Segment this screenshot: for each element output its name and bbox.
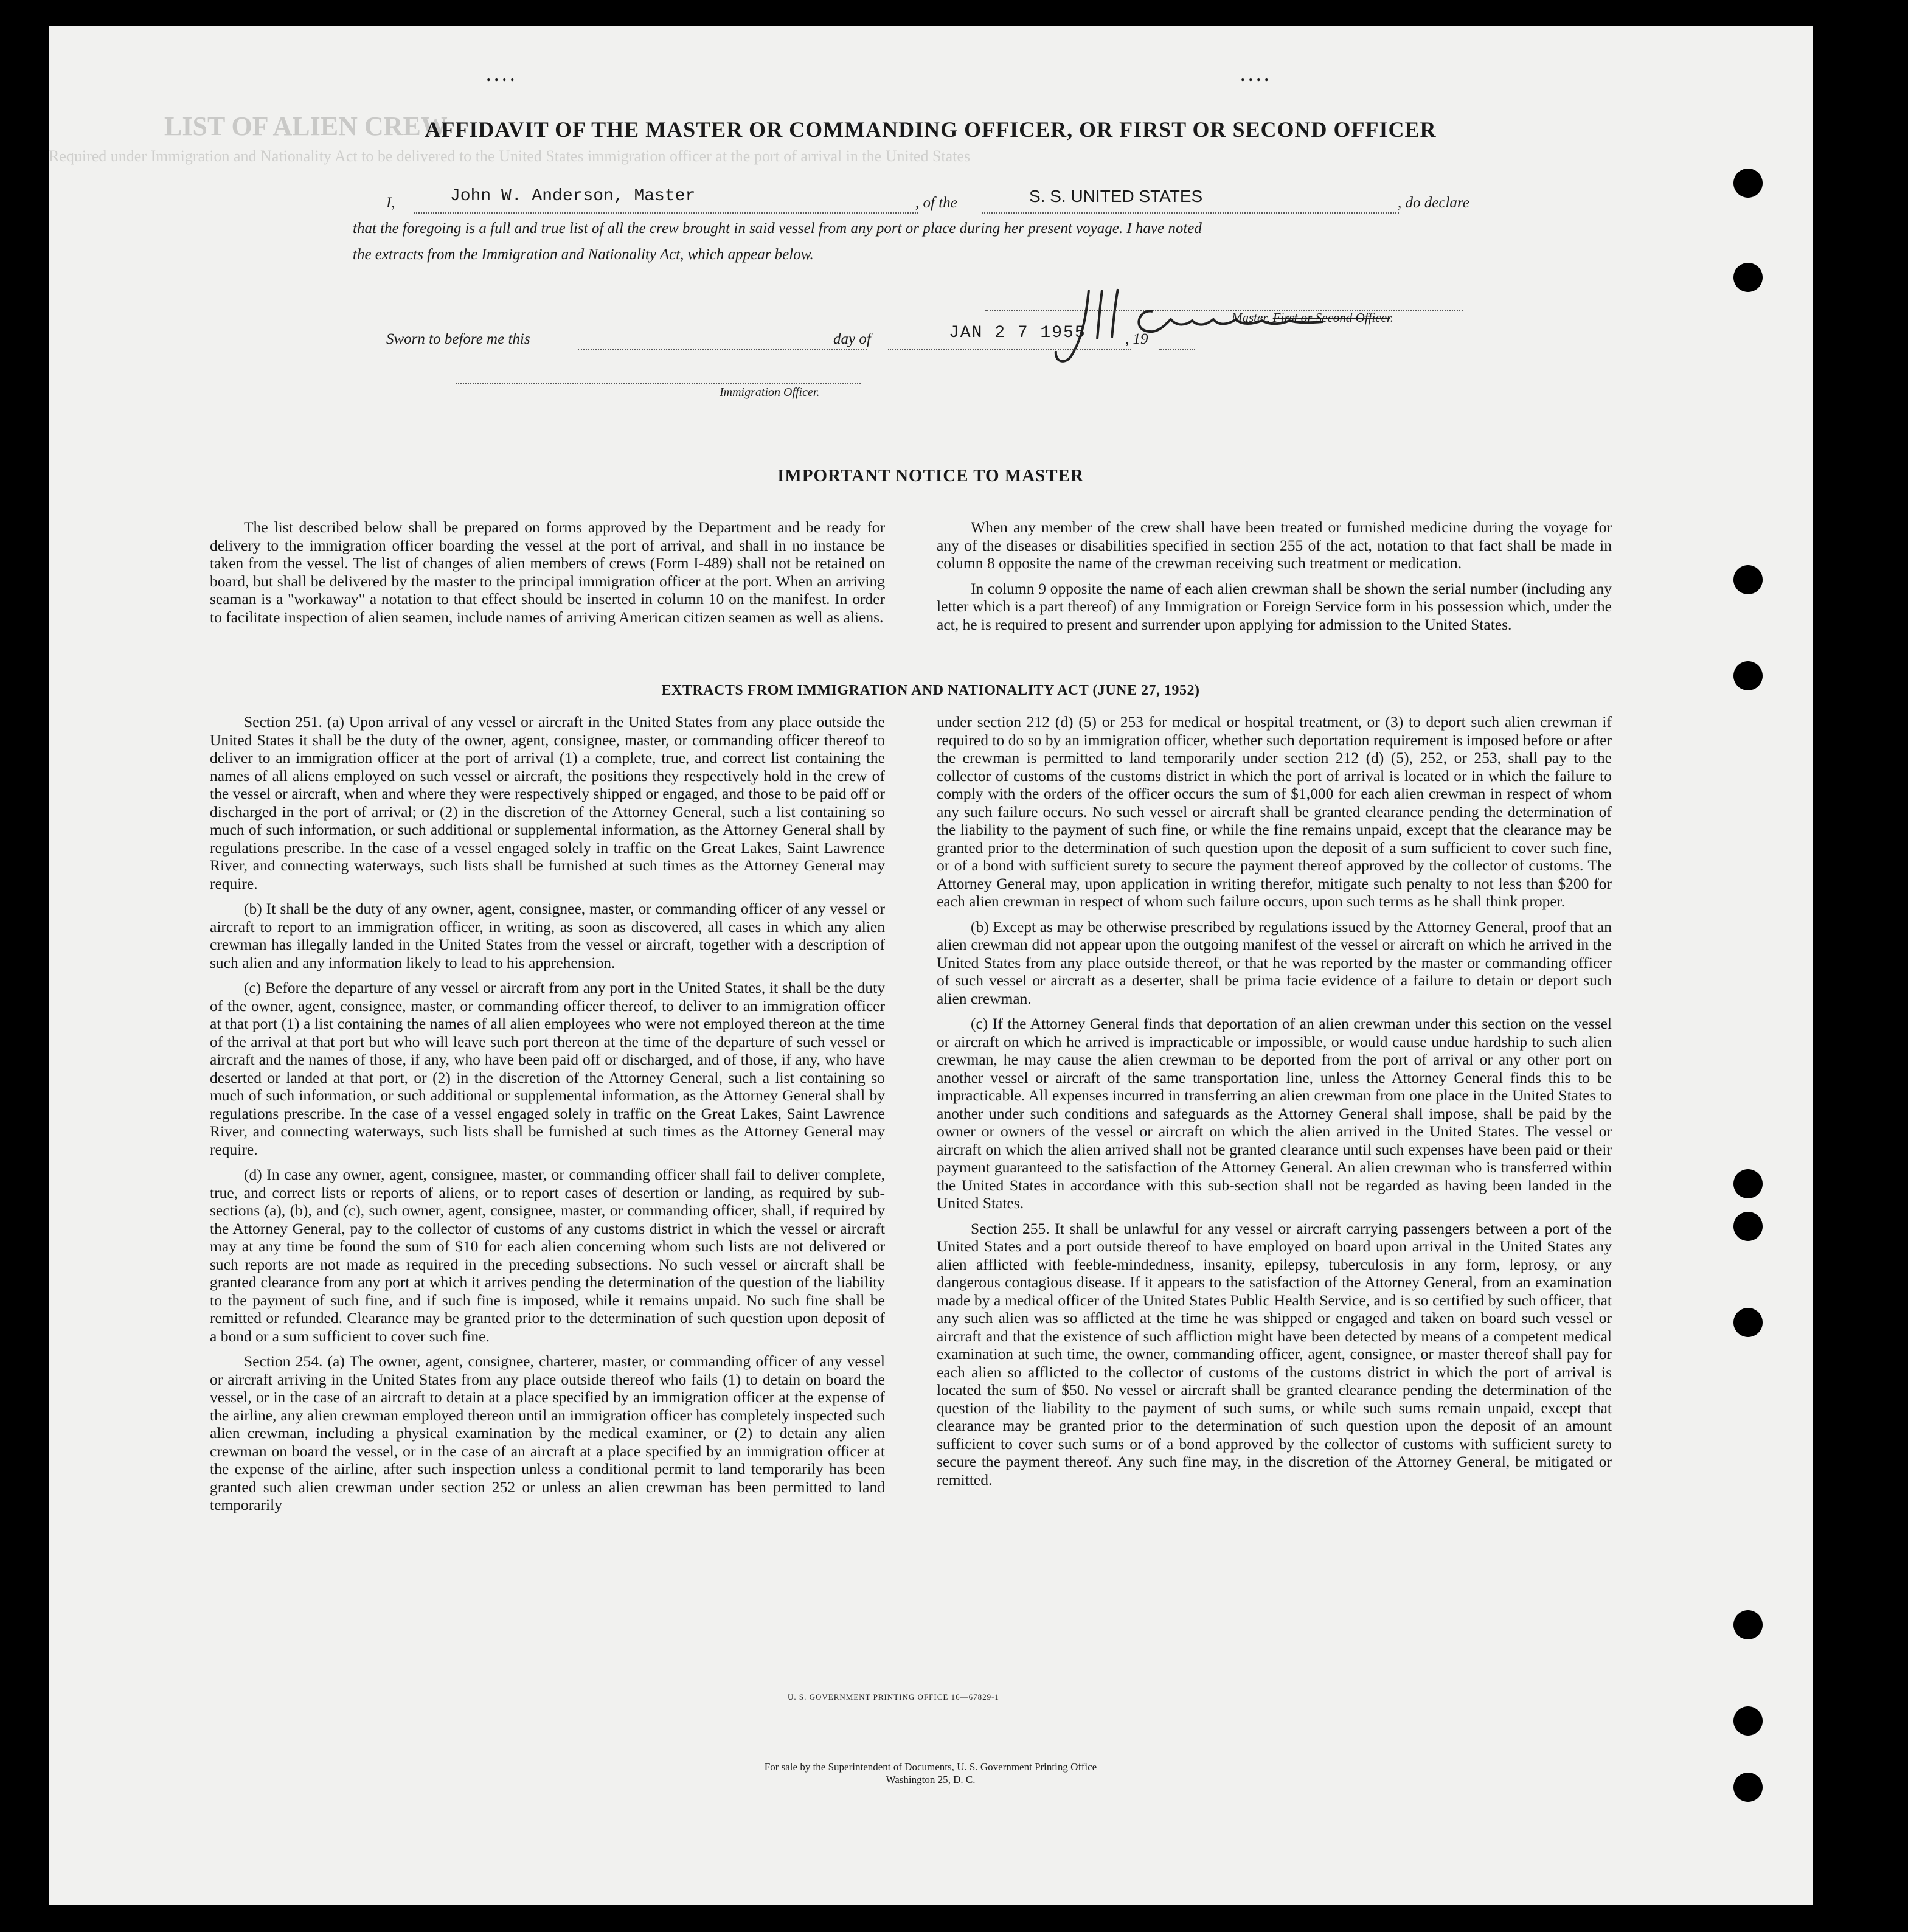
bleed-through-subtitle: Required under Immigration and Nationality Act to be delivered to the United States immigration officer at the port of arrival in the United States — [49, 147, 971, 165]
signature-caption-struck: First or Second Officer — [1272, 310, 1390, 325]
section-254-c: (c) If the Attorney General finds that deportation of an alien crewman under this section on the vessel or aircraft on which he arrived is impracticable or impossible, or would cause undue hardship to such alien crewman, he may cause the alien crewman to be deported from the port of arrival or any other port on another vessel or aircraft of the same transportation line, unless the Attorney General finds this to be impracticable. All expenses incurred in transferring an alien crewman from one place in the United States to another under such conditions and safeguards as the Attorney General shall impose, shall be paid by the owner or owners of the vessel or aircraft on which the alien arrived in the United States. The vessel or aircraft on which the alien arrived shall not be granted clearance until such expenses have been paid or their payment guaranteed to the satisfaction of the Attorney General. An alien crewman who is transferred within the United States in accordance with this sub-section shall not be regarded as having been landed in the United States. — [937, 1015, 1612, 1212]
punch-hole — [1733, 1773, 1763, 1802]
of-the-label: , of the — [915, 195, 957, 211]
officer-signature-line — [456, 381, 861, 384]
section-254-b: (b) Except as may be otherwise prescribed by regulations issued by the Attorney General, proof that an alien crewman did not appear upon the outgoing manifest of the vessel or aircraft on which he arrived in the United States from any place outside thereof, or that he was reported by the master or commanding officer of such vessel or aircraft as a deserter, shall be prima facie evidence of a failure to detain or deport such alien crewman. — [937, 917, 1612, 1007]
top-mark-left: . . . . — [487, 67, 515, 85]
punch-hole — [1733, 169, 1763, 198]
punch-hole — [1733, 263, 1763, 292]
extracts-right-column — [937, 713, 1612, 1496]
section-254-a: Section 254. (a) The owner, agent, consignee, charterer, master, or commanding officer of any vessel or aircraft arriving in the United States from any place outside thereof who fails (1) to detain on board the vessel, or in the case of an aircraft to detain at a place specified by an immigration officer at the expense of the airline, any alien crewman employed thereon until an immigration officer has completely inspected such alien crewman, including a physical examination by the medical examiner, or (2) to detain any alien crewman on board the vessel, or in the case of an aircraft at a place specified by an immigration officer at the expense of the airline, after such inspection unless a conditional permit to land temporarily has been granted such alien crewman under section 252 or unless an alien crewman has been permitted to land temporarily — [210, 1352, 885, 1513]
do-declare-label: , do declare — [1398, 195, 1469, 211]
section-254-a-continued: under section 212 (d) (5) or 253 for medical or hospital treatment, or (3) to deport such alien crewman if required to do so by an immigration officer, whether such deportation requirement is imposed before or after the crewman is permitted to land temporarily under section 212 (d) (5), 252, or 253, shall pay to the collector of customs of the customs district in which the port of arrival is located or in which the failure to comply with the orders of the officer occurs the sum of $1,000 for each alien crewman in respect of whom any such failure occurs. No such vessel or aircraft shall be granted clearance pending the determination of the liability to the payment of such fine, or while the fine remains unpaid, except that the clearance may be granted prior to the determination of such question upon the deposit of a sum sufficient to cover such fine, or of a bond with sufficient surety to secure the payment thereof approved by the collector of customs. The Attorney General may, upon application in writing therefor, mitigate such penalty to not less than $200 for each alien crewman in respect of whom such failure occurs, upon such terms as he shall think proper. — [937, 713, 1612, 910]
sworn-label: Sworn to before me this — [386, 331, 530, 347]
punch-hole — [1733, 1706, 1763, 1736]
extracts-heading: EXTRACTS FROM IMMIGRATION AND NATIONALITY ACT (JUNE 27, 1952) — [661, 683, 1200, 698]
sale-notice-line-2: Washington 25, D. C. — [886, 1774, 976, 1785]
date-line — [888, 348, 1131, 350]
notice-heading: IMPORTANT NOTICE TO MASTER — [777, 466, 1084, 485]
sale-notice — [657, 1760, 1204, 1786]
affidavit-i-label: I, — [386, 195, 395, 211]
section-251-a: Section 251. (a) Upon arrival of any vessel or aircraft in the United States from any place outside the United States it shall be the duty of the owner, agent, consignee, master, or commanding officer thereof to deliver to an immigration officer at the port of arrival (1) a complete, true, and correct list containing the names of all aliens employed on such vessel or aircraft, the positions they respectively hold in the crew of the vessel or aircraft, when and where they were respectively shipped or engaged, and those to be paid off or discharged in the port of arrival; or (2) in the discretion of the Attorney General, such a list containing so much of such information, or such additional or supplemental information, as the Attorney General shall by regulations prescribe. In the case of a vessel engaged solely in traffic on the Great Lakes, Saint Lawrence River, and connecting waterways, such lists shall be furnished at such times as the Attorney General may require. — [210, 713, 885, 892]
printer-code: U. S. GOVERNMENT PRINTING OFFICE 16—67829-1 — [788, 1692, 999, 1701]
affidavit-title: AFFIDAVIT OF THE MASTER OR COMMANDING OFFICER, OR FIRST OR SECOND OFFICER — [425, 117, 1437, 142]
sale-notice-line-1: For sale by the Superintendent of Documents, U. S. Government Printing Office — [764, 1761, 1097, 1773]
day-of-label: day of — [833, 331, 871, 347]
sworn-day-line — [578, 348, 867, 350]
notice-right-paragraph-1: When any member of the crew shall have been treated or furnished medicine during the voyage for any of the diseases or disabilities specified in section 255 of the act, notation to that fact shall be made in column 8 opposite the name of the crewman receiving such treatment or medication. — [937, 518, 1612, 572]
vessel-field[interactable]: S. S. UNITED STATES — [1029, 187, 1203, 206]
extracts-left-column — [210, 713, 885, 1521]
year-line — [1159, 348, 1195, 350]
punch-hole — [1733, 661, 1763, 690]
punch-hole — [1733, 1212, 1763, 1241]
officer-caption: Immigration Officer. — [720, 386, 820, 399]
notice-right-paragraph-2: In column 9 opposite the name of each alien crewman shall be shown the serial number (including any letter which is a part thereof) of any Immigration or Foreign Service form in his possession which, under the act, he is required to present and surrender upon applying for admission to the United States. — [937, 579, 1612, 633]
section-255: Section 255. It shall be unlawful for any vessel or aircraft carrying passengers between a port of the United States and a port outside thereof to have employed on board upon arrival in the United States any alien afflicted with feeble-mindedness, insanity, epilepsy, tuberculosis in any form, leprosy, or any dangerous contagious disease. If it appears to the satisfaction of the Attorney General, from an examination made by a medical officer of the United States Public Health Service, and is so certified by such officer, that any such alien was so afflicted at the time he was shipped or engaged and taken on board such vessel or aircraft and that the existence of such affliction might have been detected by means of a competent medical examination at such time, the owner, commanding officer, agent, consignee, or master thereof shall pay for each alien so afflicted to the collector of customs of the customs district in which the port of arrival is located the sum of $50. No vessel or aircraft shall be granted clearance pending the determination of the question of the liability to the payment of such sums, or while such sums remain unpaid, except that clearance may be granted prior to the determination of such question upon the deposit of an amount sufficient to cover such sums or of a bond approved by the collector of customs with sufficient surety to secure the payment thereof. Any such fine may, in the discretion of the Attorney General, be mitigated or remitted. — [937, 1219, 1612, 1489]
bleed-through-title: LIST OF ALIEN CREW — [164, 111, 448, 141]
signature-caption-suffix: . — [1390, 310, 1393, 325]
punch-hole — [1733, 1308, 1763, 1337]
document-page — [49, 26, 1813, 1905]
vessel-line — [982, 211, 1399, 214]
master-name-line — [414, 211, 918, 214]
master-name-field[interactable]: John W. Anderson, Master — [450, 187, 696, 206]
punch-hole — [1733, 1610, 1763, 1639]
signature-caption-master: Master, — [1232, 310, 1273, 325]
notice-left-paragraph: The list described below shall be prepared on forms approved by the Department and be ready for delivery to the immigration officer boarding the vessel at the port of arrival, and shall in no instance be taken from the vessel. The list of changes of alien members of crews (Form I-489) shall not be retained on board, but shall be delivered by the master to the principal immigration officer at the port. When an arriving seaman is a "workaway" a notation to that effect should be inserted in column 10 on the manifest. In order to facilitate inspection of alien seamen, include names of arriving American citizen seamen as well as aliens. — [210, 518, 885, 626]
signature-caption — [1232, 310, 1393, 325]
section-251-d: (d) In case any owner, agent, consignee, master, or commanding officer shall fail to deliver complete, true, and correct lists or reports of aliens, or to report cases of desertion or landing, as required by sub-sections (a), (b), and (c), such owner, agent, consignee, master, or commanding officer, shall, if required by the Attorney General, pay to the collector of customs of any customs district in which the vessel or aircraft may at any time be found the sum of $10 for each alien concerning whom such lists are not delivered or such reports are not made as required in the preceding subsections. No such vessel or aircraft shall be granted clearance from any port at which it arrives pending the determination of the question of the liability to the payment of such fine, and if such fine is imposed, while it remains unpaid. No such fine shall be remitted or refunded. Clearance may be granted prior to the determination of such question upon deposit of a bond or a sum sufficient to cover such fine. — [210, 1166, 885, 1345]
top-mark-right: . . . . — [1241, 67, 1269, 85]
punch-hole — [1733, 565, 1763, 594]
section-251-c: (c) Before the departure of any vessel or aircraft from any port in the United States, it shall be the duty of the owner, agent, consignee, master, or commanding officer thereof, to deliver to an immigration officer at that port (1) a list containing the names of all alien employees who were not employed thereon at the time of the arrival at that port but who will leave such port thereon at the time of the departure of such vessel or aircraft and the names of those, if any, who have been paid off or discharged, and of those, if any, who have deserted or landed at that port, or (2) in the discretion of the Attorney General, such a list containing so much of such information, or such additional or supplemental information, as the Attorney General shall by regulations prescribe. In the case of a vessel engaged solely in traffic on the Great Lakes, Saint Lawrence River, and connecting waterways, such lists shall be furnished at such times as the Attorney General may require. — [210, 979, 885, 1158]
affidavit-statement-line-1: that the foregoing is a full and true list of all the crew brought in said vessel from any port or place during her present voyage. I have noted — [353, 220, 1202, 237]
section-251-b: (b) It shall be the duty of any owner, agent, consignee, master, or commanding officer of any vessel or aircraft to report to an immigration officer, in writing, as soon as discovered, all cases in which any alien crewman has illegally landed in the United States from the vessel or aircraft, together with a description of such alien and any information likely to lead to his apprehension. — [210, 900, 885, 971]
date-stamp: JAN 2 7 1955 — [949, 324, 1086, 342]
notice-right-column — [937, 518, 1612, 641]
punch-hole — [1733, 1169, 1763, 1198]
notice-left-column — [210, 518, 885, 633]
year-label: , 19 — [1125, 331, 1148, 347]
affidavit-statement-line-2: the extracts from the Immigration and Nationality Act, which appear below. — [353, 246, 814, 263]
